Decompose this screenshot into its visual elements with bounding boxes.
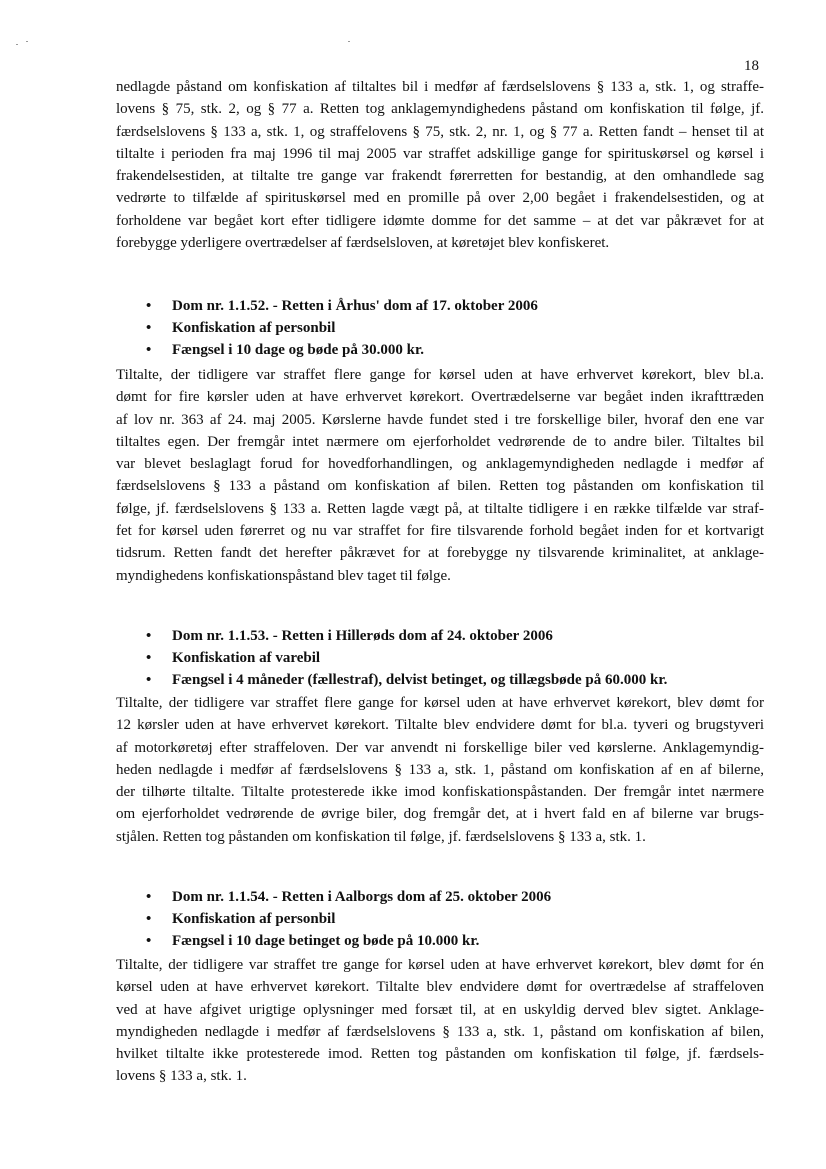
text-line: Tiltalte, der tidligere var straffet flere gange for kørsel uden at have erhvervet kørekort, blev dømt for — [116, 695, 764, 711]
case-number-heading: • Dom nr. 1.1.54. - Retten i Aalborgs dom af 25. oktober 2006 — [146, 886, 551, 908]
confiscation-heading: • Konfiskation af varebil — [146, 647, 667, 669]
text-line: lovens § 75, stk. 2, og § 77 a. Retten tog anklagemyndighedens påstand om konfiskation til følge, jf. — [116, 101, 764, 118]
text-line: færdselslovens § 133 a, stk. 1, og straffelovens § 75, stk. 2, nr. 1, og § 77 a. Retten fandt – henset til at — [116, 123, 764, 140]
text-line: myndighedens konfiskationspåstand blev taget til følge. — [116, 567, 451, 584]
text-line: om ejerforholdet vedrørende de øvrige biler, dog fremgår det, at i hvert fald en af bilerne var brugs- — [116, 806, 764, 823]
scan-speck — [348, 41, 350, 42]
bullet-icon: • — [146, 650, 152, 666]
text-line: Tiltalte, der tidligere var straffet flere gange for kørsel uden at have erhvervet kørekort, blev bl.a. — [116, 367, 764, 383]
intro-paragraph — [116, 76, 764, 254]
sentence-heading: • Fængsel i 10 dage og bøde på 30.000 kr. — [146, 339, 538, 361]
sentence-heading: • Fængsel i 4 måneder (fællestraf), delvist betinget, og tillægsbøde på 60.000 kr. — [146, 669, 667, 691]
text-line: følge, jf. færdselslovens § 133 a. Retten lagde vægt på, at tiltalte tidligere i en række tilfælde var straf- — [116, 500, 764, 517]
case-heading-list — [146, 295, 538, 361]
text-line: af lov nr. 363 af 24. maj 2005. Kørslerne havde fundet sted i tre forskellige biler, hvoraf den ene var — [116, 411, 764, 428]
bullet-icon: • — [146, 889, 152, 905]
case-paragraph — [116, 954, 764, 1088]
sentence-heading: • Fængsel i 10 dage betinget og bøde på 10.000 kr. — [146, 930, 551, 952]
text-line: dømt for fire kørsler uden at have erhvervet kørekort. Overtrædelserne var begået inden ikrafttræden — [116, 389, 764, 406]
text-line: lovens § 133 a, stk. 1. — [116, 1068, 247, 1085]
text-line: der tilhørte tiltalte. Tiltalte protesterede ikke imod konfiskationspåstanden. Der fremgår intet nærmere — [116, 784, 764, 801]
case-number-heading: • Dom nr. 1.1.53. - Retten i Hillerøds dom af 24. oktober 2006 — [146, 625, 667, 647]
text-line: var blevet beslaglagt forud for hovedforhandlingen, og anklagemyndigheden nedlagde i medfør af — [116, 456, 764, 473]
bullet-icon: • — [146, 298, 152, 314]
text-line: forebygge yderligere overtrædelser af færdselsloven, at køretøjet blev konfiskeret. — [116, 235, 610, 252]
bullet-icon: • — [146, 911, 152, 927]
confiscation-heading: • Konfiskation af personbil — [146, 908, 551, 930]
scan-speck — [16, 44, 18, 45]
text-line: vedrørte to tilfælde af spirituskørsel med en promille på over 2,00 begået i frakendelsestiden, og at — [116, 190, 764, 207]
case-number-heading: • Dom nr. 1.1.52. - Retten i Århus' dom af 17. oktober 2006 — [146, 295, 538, 317]
text-line: forholdene var begået kort efter tidligere idømte domme for det samme – at det var påkrævet for at — [116, 212, 764, 229]
text-line: ved at have afgivet urigtige oplysninger med forsæt til, at en uskyldig derved blev sigtet. Anklage- — [116, 1001, 764, 1018]
bullet-icon: • — [146, 320, 152, 336]
text-line: tiltaltes egen. Der fremgår intet nærmere om ejerforholdet vedrørende de to andre biler. Tiltaltes bil — [116, 433, 764, 450]
text-line: stjålen. Retten tog påstanden om konfiskation til følge, jf. færdselslovens § 133 a, stk. 1. — [116, 828, 646, 845]
case-heading-list — [146, 625, 667, 691]
page-number: 18 — [744, 58, 759, 74]
bullet-icon: • — [146, 342, 152, 358]
text-line: tiltalte i perioden fra maj 1996 til maj 2005 var straffet adskillige gange for spirituskørsel og kørsel i — [116, 145, 764, 162]
text-line: heden nedlagde i medfør af færdselslovens § 133 a, stk. 1, påstand om konfiskation af en af bilerne, — [116, 761, 764, 778]
bullet-icon: • — [146, 672, 152, 688]
text-line: 12 kørsler uden at have erhvervet kørekort. Tiltalte blev endvidere dømt for bl.a. tyveri og brugstyveri — [116, 717, 764, 734]
case-heading-list — [146, 886, 551, 952]
text-line: hvilket tiltalte ikke protesterede imod. Retten tog påstanden om konfiskation til følge, jf. færdsels- — [116, 1046, 764, 1063]
scan-speck — [26, 41, 28, 42]
bullet-icon: • — [146, 628, 152, 644]
text-line: af motorkøretøj efter straffeloven. Der var anvendt ni forskellige biler ved kørslerne. Anklagemyndig- — [116, 739, 764, 756]
text-line: kørsel uden at have erhvervet kørekort. Tiltalte blev endvidere dømt for overtrædelse af straffeloven — [116, 979, 764, 996]
text-line: myndigheden nedlagde i medfør af færdselslovens § 133 a, stk. 1, påstand om konfiskation af bilen, — [116, 1023, 764, 1040]
bullet-icon: • — [146, 933, 152, 949]
text-line: tidsrum. Retten fandt det herefter påkrævet for at forebygge ny tilsvarende kriminalitet, at anklage- — [116, 545, 764, 562]
text-line: frakendelsestiden, at tiltalte tre gange var frakendt førerretten for bestandig, at den omhandlede sag — [116, 168, 764, 185]
text-line: Tiltalte, der tidligere var straffet tre gange for kørsel uden at have erhvervet kørekort, blev dømt for én — [116, 957, 764, 973]
case-paragraph — [116, 692, 764, 848]
text-line: fet for kørsel uden førerret og nu var straffet for fire tilsvarende forhold begået inden for et kortvarigt — [116, 523, 764, 540]
text-line: nedlagde påstand om konfiskation af tiltaltes bil i medfør af færdselslovens § 133 a, stk. 1, og straffe- — [116, 79, 764, 95]
text-line: færdselslovens § 133 a påstand om konfiskation af bilen. Retten tog påstanden om konfiskation til — [116, 478, 764, 495]
confiscation-heading: • Konfiskation af personbil — [146, 317, 538, 339]
case-paragraph — [116, 364, 764, 587]
